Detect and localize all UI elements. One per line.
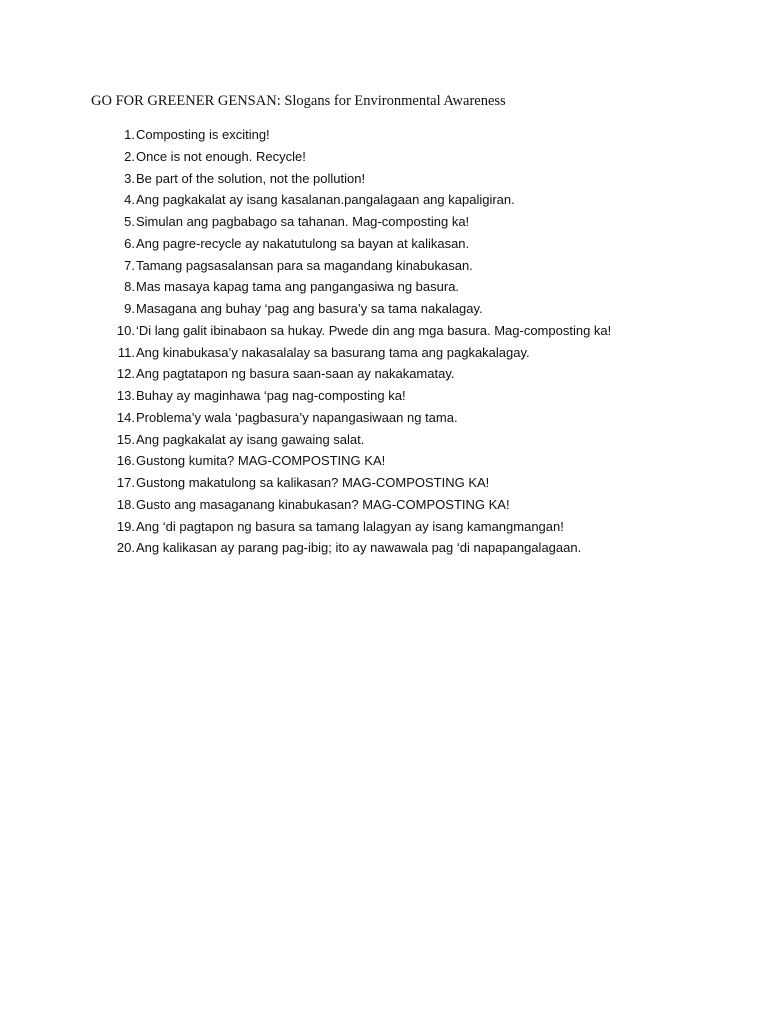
slogan-text: Gustong makatulong sa kalikasan? MAG-COMPOSTING KA! — [136, 475, 490, 490]
item-number: 20. — [116, 540, 135, 556]
list-item — [108, 363, 611, 385]
list-item — [108, 233, 611, 255]
item-number: 10. — [116, 322, 135, 338]
list-item — [108, 189, 611, 211]
slogan-text: Problema’y wala ‘pagbasura’y napangasiwaan ng tama. — [136, 409, 458, 425]
item-number: 17. — [116, 475, 135, 490]
slogan-text: Ang kinabukasa’y nakasalalay sa basurang tama ang pagkakalagay. — [136, 344, 530, 360]
slogan-text: Once is not enough. Recycle! — [136, 148, 306, 164]
slogan-text: Ang pagtatapon ng basura saan-saan ay nakakamatay. — [136, 366, 455, 382]
item-number: 9. — [124, 301, 135, 316]
item-number: 15. — [116, 431, 135, 447]
list-item — [108, 320, 611, 342]
item-number: 2. — [124, 148, 135, 164]
list-item — [108, 407, 611, 429]
list-item — [108, 429, 611, 451]
item-number: 18. — [116, 496, 135, 512]
list-item — [108, 450, 611, 472]
list-item — [108, 276, 611, 298]
list-item — [108, 537, 611, 559]
item-number: 6. — [124, 235, 135, 251]
slogan-text: Tamang pagsasalansan para sa magandang kinabukasan. — [136, 257, 473, 273]
list-item — [108, 124, 611, 146]
item-number: 7. — [124, 257, 135, 273]
list-item — [108, 494, 611, 516]
list-item — [108, 385, 611, 407]
item-number: 5. — [124, 214, 135, 229]
item-number: 8. — [124, 279, 135, 295]
slogan-text: Buhay ay maginhawa ‘pag nag-composting ka! — [136, 388, 406, 403]
item-number: 4. — [124, 192, 135, 208]
item-number: 16. — [116, 453, 135, 469]
item-number: 14. — [116, 409, 135, 425]
slogan-text: Masagana ang buhay ‘pag ang basura’y sa tama nakalagay. — [136, 301, 483, 316]
slogan-text: ‘Di lang galit ibinabaon sa hukay. Pwede din ang mga basura. Mag-composting ka! — [136, 322, 612, 338]
item-number: 13. — [116, 388, 135, 403]
list-item — [108, 255, 611, 277]
list-item — [108, 146, 611, 168]
list-item — [108, 342, 611, 364]
list-item — [108, 472, 611, 494]
slogan-text: Mas masaya kapag tama ang pangangasiwa ng basura. — [136, 279, 460, 295]
slogan-text: Gustong kumita? MAG-COMPOSTING KA! — [136, 453, 386, 469]
slogan-text: Composting is exciting! — [136, 127, 270, 142]
list-item — [108, 168, 611, 190]
slogan-text: Be part of the solution, not the pollution! — [136, 170, 366, 186]
slogan-text: Gusto ang masaganang kinabukasan? MAG-COMPOSTING KA! — [136, 496, 510, 512]
list-item — [108, 211, 611, 233]
item-number: 19. — [116, 518, 135, 534]
slogan-list — [108, 124, 611, 559]
item-number: 1. — [124, 127, 135, 142]
item-number: 12. — [116, 366, 135, 382]
slogan-text: Simulan ang pagbabago sa tahanan. Mag-composting ka! — [136, 214, 470, 229]
list-item — [108, 298, 611, 320]
document-title: GO FOR GREENER GENSAN: Slogans for Environmental Awareness — [91, 93, 506, 109]
slogan-text: Ang pagkakalat ay isang kasalanan.pangalagaan ang kapaligiran. — [136, 192, 515, 208]
slogan-text: Ang kalikasan ay parang pag-ibig; ito ay nawawala pag ‘di napapangalagaan. — [136, 540, 582, 556]
slogan-text: Ang pagkakalat ay isang gawaing salat. — [136, 431, 365, 447]
item-number: 3. — [124, 170, 135, 186]
item-number: 11. — [117, 344, 135, 360]
list-item — [108, 516, 611, 538]
slogan-text: Ang ‘di pagtapon ng basura sa tamang lalagyan ay isang kamangmangan! — [136, 518, 564, 534]
slogan-text: Ang pagre-recycle ay nakatutulong sa bayan at kalikasan. — [136, 235, 470, 251]
